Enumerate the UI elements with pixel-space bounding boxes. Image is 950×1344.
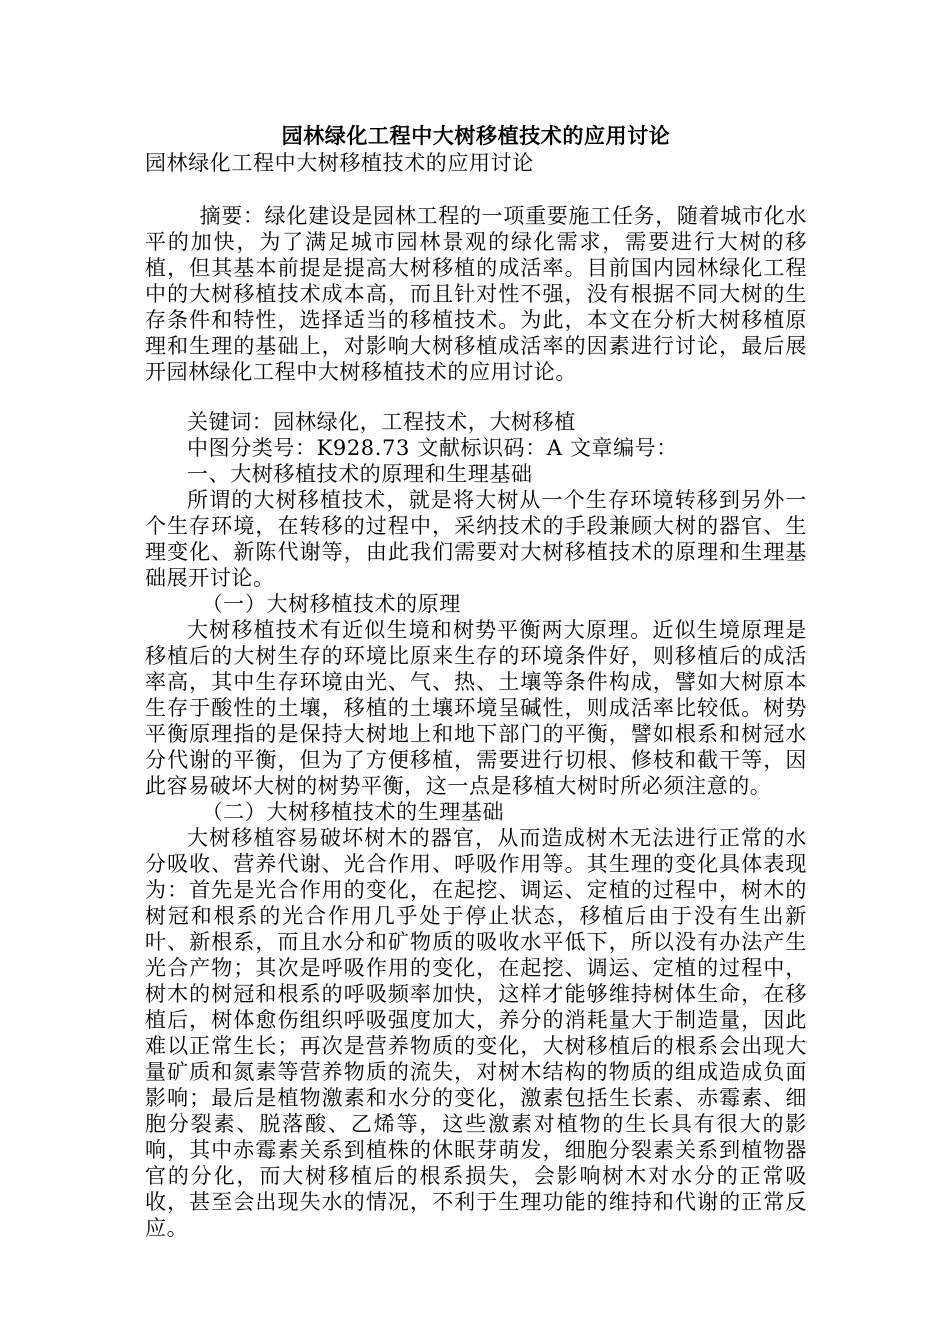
spacer [145, 385, 807, 409]
document-body [145, 122, 807, 1241]
spacer [145, 177, 807, 203]
body-paragraph: 大树移植容易破坏树木的器官，从而造成树木无法进行正常的水分吸收、营养代谢、光合作用、呼吸作用等。其生理的变化具体表现为：首先是光合作用的变化，在起挖、调运、定植的过程中，树木的树冠和根系的光合作用几乎处于停止状态，移植后由于没有生出新叶、新根系，而且水分和矿物质的吸收水平低下，所以没有办法产生光合产物；其次是呼吸作用的变化，在起挖、调运、定植的过程中，树木的树冠和根系的呼吸频率加快，这样才能够维持树体生命，在移植后，树体愈伤组织呼吸强度加大，养分的消耗量大于制造量，因此难以正常生长；再次是营养物质的变化，大树移植后的根系会出现大量矿质和氮素等营养物质的流失，对树木结构的物质的组成造成负面影响；最后是植物激素和水分的变化，激素包括生长素、赤霉素、细胞分裂素、脱落酸、乙烯等，这些激素对植物的生长具有很大的影响，其中赤霉素关系到植株的休眠芽萌发，细胞分裂素关系到植物器官的分化，而大树移植后的根系损失，会影响树木对水分的正常吸收，甚至会出现失水的情况，不利于生理功能的维持和代谢的正常反应。 [145, 826, 807, 1240]
body-paragraph: 大树移植技术有近似生境和树势平衡两大原理。近似生境原理是移植后的大树生存的环境比原来生存的环境条件好，则移植后的成活率高，其中生存环境由光、气、热、土壤等条件构成，譬如大树原本生存于酸性的土壤，移植的土壤环境呈碱性，则成活率比较低。树势平衡原理指的是保持大树地上和地下部门的平衡，譬如根系和树冠水分代谢的平衡，但为了方便移植，需要进行切根、修枝和截干等，因此容易破坏大树的树势平衡，这一点是移植大树时所必须注意的。 [145, 618, 807, 798]
keywords-line: 关键词：园林绿化，工程技术，大树移植 [187, 410, 576, 434]
classification-line: 中图分类号：K928.73 文献标识码：A 文章编号： [187, 436, 678, 460]
subsection-heading: （一）大树移植技术的原理 [201, 592, 461, 616]
subsection-heading: （二）大树移植技术的生理基础 [201, 800, 505, 824]
section-heading: 一、大树移植技术的原理和生理基础 [187, 462, 533, 486]
document-title: 园林绿化工程中大树移植技术的应用讨论 [281, 123, 671, 148]
document-subtitle: 园林绿化工程中大树移植技术的应用讨论 [145, 151, 534, 175]
body-paragraph: 所谓的大树移植技术，就是将大树从一个生存环境转移到另外一个生存环境，在转移的过程中，采纳技术的手段兼顾大树的器官、生理变化、新陈代谢等，由此我们需要对大树移植技术的原理和生理基础展开讨论。 [145, 488, 807, 590]
abstract-paragraph: 摘要：绿化建设是园林工程的一项重要施工任务，随着城市化水平的加快，为了满足城市园林景观的绿化需求，需要进行大树的移植，但其基本前提是提高大树移植的成活率。目前国内园林绿化工程中的大树移植技术成本高，而且针对性不强，没有根据不同大树的生存条件和特性，选择适当的移植技术。为此，本文在分析大树移植原理和生理的基础上，对影响大树移植成活率的因素进行讨论，最后展开园林绿化工程中大树移植技术的应用讨论。 [145, 204, 807, 384]
